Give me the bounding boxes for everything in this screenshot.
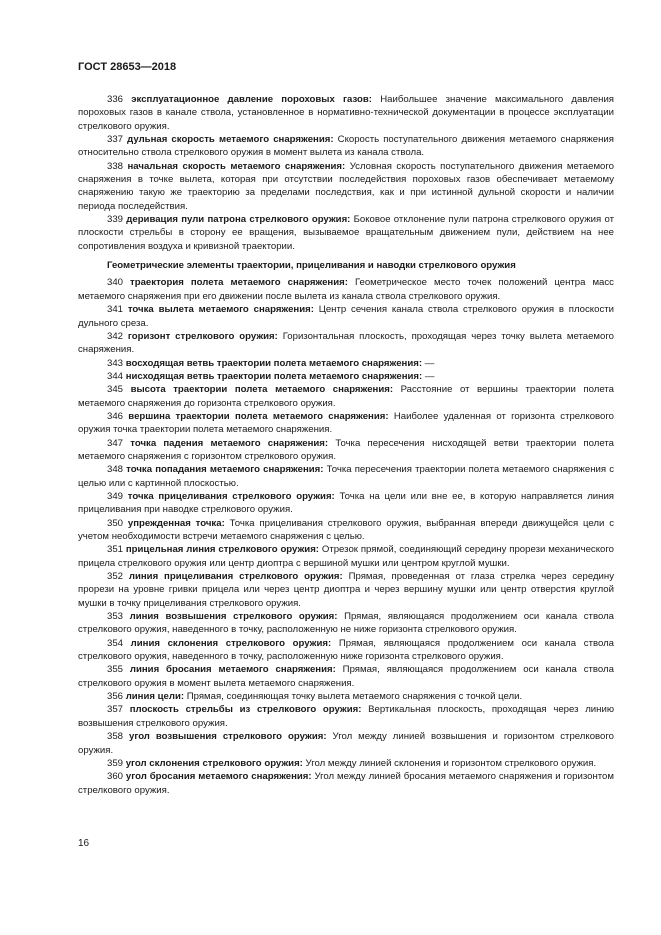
entry-definition: Вертикальная плоскость, проходящая через линию возвышения стрелкового оружия. [78, 704, 615, 729]
entry-definition: Прямая, проведенная от глаза стрелка через середину прорези на уровне гривки прицела или через центр диоптра и через вершину мушки или центр отверстия круглой мушки в точку прицеливания стрелкового оружия. [78, 571, 615, 609]
entry-term: упрежденная точка: [127, 517, 225, 529]
entry-term: прицельная линия стрелкового оружия: [125, 544, 319, 556]
entry-definition: Точка на цели или вне ее, в которую направляется линия прицеливания при наводке стрелкового оружия. [78, 490, 614, 516]
term-entry-337 [78, 133, 614, 160]
entry-definition: Центр сечения канала ствола стрелкового оружия в плоскости дульного среза. [78, 304, 614, 329]
entry-number: 341 [107, 304, 124, 316]
entry-number: 359 [107, 757, 124, 769]
entry-term: деривация пули патрона стрелкового оружия: [126, 214, 351, 226]
term-entry-353 [78, 610, 614, 637]
term-entry-341 [78, 303, 614, 330]
entry-definition: Прямая, являющаяся продолжением оси канала ствола стрелкового оружия, наведенного в точку, расположенную ниже горизонта стрелкового оружия. [78, 637, 615, 663]
term-entry-356 [78, 690, 614, 703]
entry-definition: Прямая, являющаяся продолжением оси канала ствола стрелкового оружия, наведенного в точку, расположенную не ниже горизонта стрелкового оружия. [78, 611, 614, 636]
entry-term: траектория полета метаемого снаряжения: [130, 277, 348, 289]
entry-definition: Прямая, соединяющая точку вылета метаемого снаряжения с точкой цели. [186, 691, 523, 703]
entry-definition: Угол между линией бросания метаемого снаряжения и горизонтом стрелкового оружия. [78, 771, 614, 796]
entry-number: 358 [107, 731, 124, 743]
entry-definition: — [424, 370, 435, 382]
document-header: ГОСТ 28653—2018 [78, 61, 177, 73]
entry-number: 350 [107, 517, 124, 529]
term-entry-344 [78, 370, 614, 383]
entry-term: нисходящая ветвь траектории полета метаемого снаряжения: [125, 370, 423, 382]
entry-term: линия возвышения стрелкового оружия: [129, 611, 338, 623]
term-entry-338 [78, 160, 614, 213]
term-entry-355 [78, 663, 614, 690]
entry-number: 342 [107, 330, 124, 342]
entry-definition: Расстояние от вершины траектории полета метаемого снаряжения до горизонта стрелкового оружия. [78, 384, 614, 409]
section-heading: Геометрические элементы траектории, прицеливания и наводки стрелкового оружия [107, 260, 516, 272]
entry-number: 343 [107, 357, 124, 369]
document-body [78, 93, 614, 797]
entry-definition: Наиболее удаленная от горизонта стрелкового оружия точка траектории полета метаемого снаряжения. [78, 410, 614, 436]
entry-term: точка вылета метаемого снаряжения: [127, 304, 314, 316]
entry-number: 338 [107, 160, 124, 172]
term-entry-348 [78, 463, 614, 490]
entry-definition: Горизонтальная плоскость, проходящая через точку вылета метаемого снаряжения. [78, 330, 614, 356]
term-entry-354 [78, 637, 614, 664]
entry-definition: Условная скорость поступательного движения метаемого снаряжения в точке вылета, которая при отсутствии последействия пороховых газов обеспечивает метаемому снаряжению такую же траекторию за пределами последствия, как и при истинной дульной скорости и наличии периода последействия. [78, 160, 615, 212]
entry-term: угол склонения стрелкового оружия: [125, 757, 303, 769]
term-entry-339 [78, 213, 614, 253]
term-entry-357 [78, 703, 614, 730]
entry-number: 339 [107, 214, 124, 226]
entry-term: начальная скорость метаемого снаряжения: [127, 160, 346, 172]
entry-number: 357 [107, 704, 124, 716]
entries-group-a [78, 93, 614, 253]
entry-term: высота траектории полета метаемого снаряжения: [130, 384, 394, 396]
term-entry-352 [78, 570, 614, 610]
entry-definition: Угол между линией склонения и горизонтом стрелкового оружия. [305, 757, 597, 769]
entry-definition: Скорость поступательного движения метаемого снаряжения относительно ствола стрелкового оружия в момент вылета из канала ствола. [78, 134, 614, 159]
entry-definition: Угол между линией возвышения и горизонтом стрелкового оружия. [78, 731, 614, 756]
entry-number: 352 [107, 571, 124, 583]
entry-number: 348 [107, 464, 124, 476]
term-entry-340 [78, 276, 614, 303]
term-entry-336 [78, 93, 614, 133]
entry-term: угол возвышения стрелкового оружия: [128, 731, 327, 743]
term-entry-342 [78, 330, 614, 357]
entry-number: 347 [107, 437, 124, 449]
entry-term: точка прицеливания стрелкового оружия: [127, 490, 335, 502]
entry-definition: Точка пересечения траектории полета метаемого снаряжения с целью или с картинной плоскостью. [78, 464, 614, 489]
term-entry-358 [78, 730, 614, 757]
entry-number: 336 [107, 94, 124, 105]
term-entry-349 [78, 490, 614, 517]
entry-term: линия склонения стрелкового оружия: [130, 637, 332, 649]
page-number: 16 [78, 838, 90, 849]
entry-term: линия прицеливания стрелкового оружия: [128, 571, 343, 583]
entry-term: линия бросания метаемого снаряжения: [129, 664, 336, 676]
entry-term: дульная скорость метаемого снаряжения: [127, 134, 334, 146]
entry-term: точка падения метаемого снаряжения: [130, 437, 329, 449]
entry-definition: Отрезок прямой, соединяющий середину прорези механического прицела стрелкового оружия или центр диоптра с вершиной мушки или центром круглой мушки. [78, 544, 614, 569]
entry-term: плоскость стрельбы из стрелкового оружия: [129, 704, 362, 716]
entry-term: эксплуатационное давление пороховых газов: [131, 94, 372, 105]
term-entry-359 [78, 757, 614, 770]
entry-number: 345 [107, 384, 124, 396]
term-entry-360 [78, 770, 614, 797]
entry-number: 344 [107, 370, 124, 382]
entry-number: 340 [107, 277, 124, 289]
entry-number: 353 [107, 611, 124, 623]
term-entry-351 [78, 543, 614, 570]
term-entry-350 [78, 517, 614, 544]
term-entry-343 [78, 357, 614, 370]
entries-group-b [78, 276, 614, 796]
entry-definition: Геометрическое место точек положений центра масс метаемого снаряжения при его движении после вылета из канала ствола стрелкового оружия. [78, 277, 614, 302]
entry-definition: Боковое отклонение пули патрона стрелкового оружия от плоскости стрельбы в сторону ее вращения, вызываемое вращательным движением пули, действием на нее сопротивления воздуха и кривизной траектории. [78, 214, 614, 252]
entry-number: 355 [107, 664, 124, 676]
entry-term: горизонт стрелкового оружия: [127, 330, 278, 342]
entry-term: угол бросания метаемого снаряжения: [125, 771, 312, 783]
entry-term: точка попадания метаемого снаряжения: [126, 464, 324, 476]
entry-definition: Точка прицеливания стрелкового оружия, выбранная впереди движущейся цели с учетом необходимости встречи метаемого снаряжения с целью. [78, 517, 615, 542]
entry-definition: — [424, 357, 435, 369]
entry-definition: Наибольшее значение максимального давления пороховых газов в канале ствола, установленное в нормативно-технической документации в процессе эксплуатации стрелкового оружия. [78, 94, 615, 132]
entry-term: линия цели: [125, 691, 185, 703]
entry-number: 337 [107, 134, 124, 146]
term-entry-346 [78, 410, 614, 437]
entry-number: 360 [107, 771, 124, 783]
term-entry-347 [78, 437, 614, 464]
entry-term: вершина траектории полета метаемого снаряжения: [128, 410, 389, 422]
entry-term: восходящая ветвь траектории полета метаемого снаряжения: [125, 357, 423, 369]
entry-number: 349 [107, 490, 124, 502]
entry-number: 356 [107, 691, 124, 703]
entry-definition: Точка пересечения нисходящей ветви траектории полета метаемого снаряжения с горизонтом стрелкового оружия. [78, 437, 614, 462]
term-entry-345 [78, 383, 614, 410]
entry-definition: Прямая, являющаяся продолжением оси канала ствола стрелкового оружия в момент вылета метаемого снаряжения. [78, 664, 614, 689]
entry-number: 354 [107, 637, 124, 649]
entry-number: 346 [107, 410, 124, 422]
entry-number: 351 [107, 544, 124, 556]
